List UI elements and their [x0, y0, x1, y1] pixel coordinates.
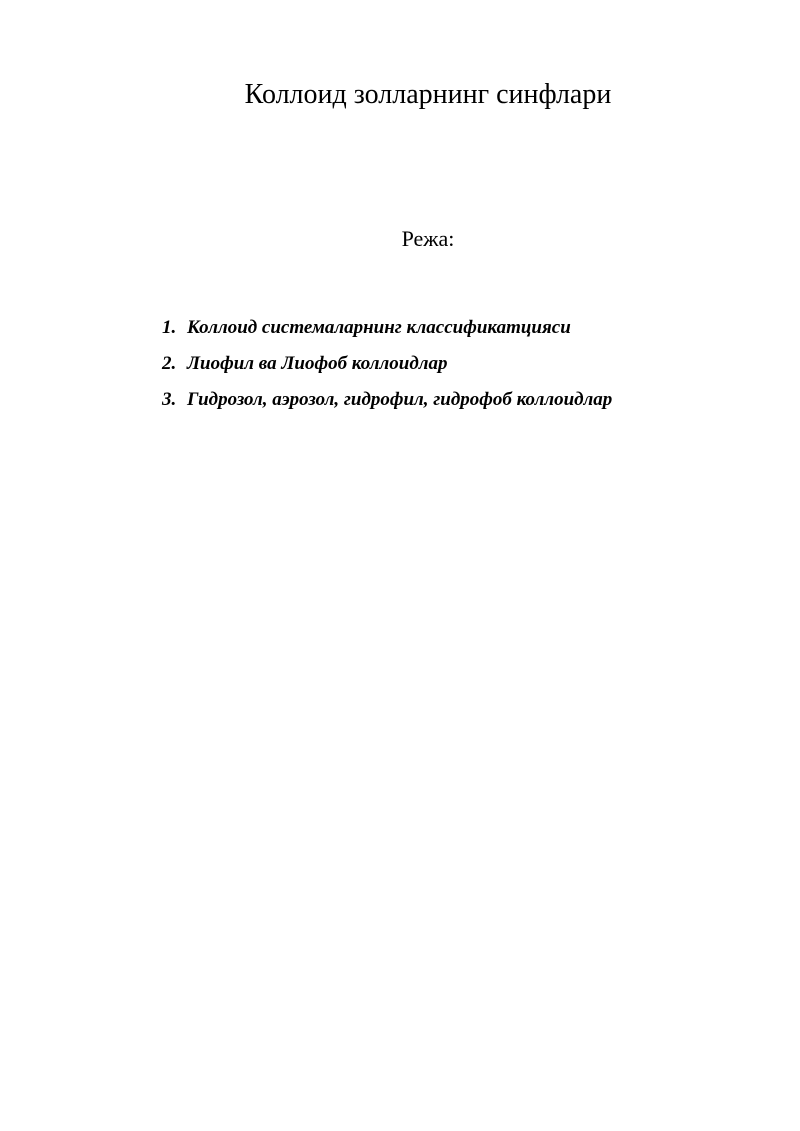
plan-item [162, 310, 612, 346]
plan-heading: Режа: [401, 226, 455, 251]
plan-item-text: Гидрозол, аэрозол, гидрофил, гидрофоб коллоидлар [187, 389, 613, 410]
plan-item-number: 1. [162, 317, 177, 338]
plan-item-text: Коллоид системаларнинг классификатцияси [187, 317, 571, 338]
plan-item [162, 346, 612, 382]
plan-list [162, 310, 612, 418]
plan-item-number: 2. [162, 353, 177, 374]
plan-item-number: 3. [162, 389, 177, 410]
plan-item-text: Лиофил ва Лиофоб коллоидлар [187, 353, 448, 374]
plan-item [162, 382, 612, 418]
document-title: Коллоид золларнинг синфлари [244, 79, 612, 110]
